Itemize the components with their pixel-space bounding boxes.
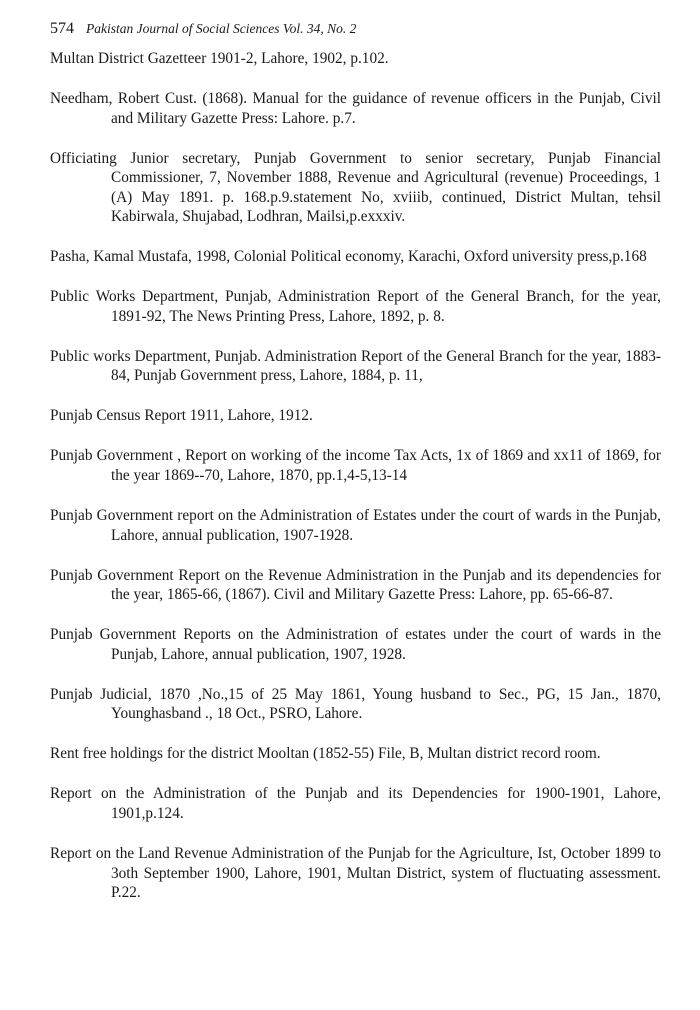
reference-entry: Punjab Government report on the Administration of Estates under the court of wards in the Punjab, Lahore, annual publication, 1907-1928. — [50, 507, 661, 544]
reference-entry: Report on the Administration of the Punjab and its Dependencies for 1900-1901, Lahore, 1901,p.124. — [50, 785, 661, 822]
reference-list — [50, 49, 661, 923]
reference-entry: Punjab Government Reports on the Administration of estates under the court of wards in the Punjab, Lahore, annual publication, 1907, 1928. — [50, 626, 661, 663]
reference-entry: Needham, Robert Cust. (1868). Manual for the guidance of revenue officers in the Punjab, Civil and Military Gazette Press: Lahore. p.7. — [50, 89, 661, 127]
journal-title: Pakistan Journal of Social Sciences Vol. 34, No. 2 — [86, 21, 357, 36]
reference-entry: Public Works Department, Punjab, Administration Report of the General Branch, for the year, 1891-92, The News Printing Press, Lahore, 1892, p. 8. — [50, 288, 661, 325]
reference-entry: Punjab Government Report on the Revenue Administration in the Punjab and its dependencies for the year, 1865-66, (1867). Civil and Military Gazette Press: Lahore, pp. 65-66-87. — [50, 566, 661, 604]
reference-entry: Pasha, Kamal Mustafa, 1998, Colonial Political economy, Karachi, Oxford university press,p.168 — [50, 248, 647, 266]
reference-entry: Public works Department, Punjab. Administration Report of the General Branch for the year, 1883-84, Punjab Government press, Lahore, 1884, p. 11, — [50, 347, 661, 385]
reference-entry: Multan District Gazetteer 1901-2, Lahore, 1902, p.102. — [50, 50, 389, 67]
reference-entry: Officiating Junior secretary, Punjab Government to senior secretary, Punjab Financial Commissioner, 7, November 1888, Revenue and Agricultural (revenue) Proceedings, 1 (A) May 1891. p. 168.p.9.statement No, xviiib, continued, District Multan, tehsil Kabirwala, Shujabad, Lodhran, Mailsi,p.exxxiv. — [50, 149, 661, 226]
reference-entry: Punjab Judicial, 1870 ,No.,15 of 25 May 1861, Young husband to Sec., PG, 15 Jan., 1870, Younghasband ., 18 Oct., PSRO, Lahore. — [50, 685, 661, 723]
reference-entry: Rent free holdings for the district Mooltan (1852-55) File, B, Multan district record room. — [50, 745, 601, 763]
page-number: 574 — [50, 20, 74, 37]
reference-entry: Punjab Census Report 1911, Lahore, 1912. — [50, 407, 313, 425]
reference-entry: Report on the Land Revenue Administration of the Punjab for the Agriculture, Ist, October 1899 to 3oth September 1900, Lahore, 1901, Multan District, system of fluctuating assessment. P.22. — [50, 844, 661, 902]
running-head — [50, 20, 661, 42]
reference-entry: Punjab Government , Report on working of the income Tax Acts, 1x of 1869 and xx11 of 1869, for the year 1869--70, Lahore, 1870, pp.1,4-5,13-14 — [50, 447, 661, 485]
